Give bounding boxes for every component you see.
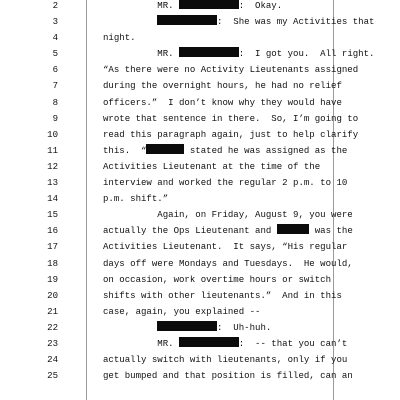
line-number: 18: [47, 257, 58, 269]
line-number: 7: [52, 80, 58, 92]
line-number: 23: [47, 337, 58, 349]
text-segment: Again, on Friday, August 9, you were: [103, 209, 353, 221]
text-segment: officers.” I don’t know why they would have: [103, 96, 342, 108]
text-segment: : Uh-huh.: [217, 321, 272, 333]
redaction-bar: [179, 337, 239, 347]
line-text: [103, 368, 353, 384]
line-text: [103, 78, 342, 94]
transcript-line: [0, 30, 400, 46]
line-number: 24: [47, 354, 58, 366]
line-number: 16: [47, 225, 58, 237]
line-text: [103, 0, 282, 14]
line-number: 5: [52, 48, 58, 60]
redaction-bar: [146, 144, 184, 154]
line-text: [103, 336, 347, 352]
transcript-line: [0, 127, 400, 143]
transcript-line: [0, 14, 400, 30]
line-text: [103, 191, 168, 207]
redaction-bar: [179, 0, 239, 9]
line-text: [103, 143, 347, 159]
text-segment: actually the Ops Lieutenant and: [103, 225, 277, 237]
text-segment: stated he was assigned as the: [184, 144, 348, 156]
redaction-bar: [157, 321, 217, 331]
text-segment: during the overnight hours, he had no relief: [103, 80, 342, 92]
redaction-bar: [277, 224, 310, 234]
text-segment: MR.: [103, 337, 180, 349]
transcript-line: [0, 78, 400, 94]
line-number: 10: [47, 128, 58, 140]
text-segment: [103, 16, 157, 27]
text-segment: night.: [103, 32, 136, 44]
text-segment: Activities Lieutenant. It says, “His regular: [103, 241, 348, 253]
line-text: [103, 207, 353, 223]
line-number: 22: [47, 321, 58, 333]
line-number: 13: [47, 177, 58, 189]
line-text: [103, 62, 358, 78]
line-text: [103, 320, 271, 336]
line-number: 20: [47, 289, 58, 301]
text-segment: wrote that sentence in there. So, I’m going to: [103, 112, 359, 124]
text-segment: : I got you. All right.: [238, 48, 375, 60]
redaction-bar: [157, 15, 217, 25]
text-segment: this. “: [103, 144, 147, 156]
transcript-line: [0, 191, 400, 207]
transcript-line: [0, 256, 400, 272]
transcript-line: [0, 239, 400, 255]
text-segment: MR.: [103, 48, 180, 60]
transcript-line: [0, 62, 400, 78]
transcript-line: [0, 320, 400, 336]
line-number: 17: [47, 241, 58, 253]
text-segment: Activities Lieutenant at the time of the: [103, 160, 321, 172]
transcript-line: [0, 159, 400, 175]
line-text: [103, 14, 374, 30]
text-segment: get bumped and that position is filled, can an: [103, 370, 353, 382]
line-number: 19: [47, 273, 58, 285]
text-segment: was the: [309, 225, 353, 237]
transcript-line: [0, 46, 400, 62]
text-segment: p.m. shift.”: [103, 193, 169, 205]
text-segment: read this paragraph again, just to help clarify: [103, 128, 359, 140]
text-segment: “As there were no Activity Lieutenants assigned: [103, 64, 359, 76]
line-number: 25: [47, 370, 58, 382]
line-text: [103, 223, 353, 239]
transcript-line: [0, 223, 400, 239]
transcript-line: [0, 352, 400, 368]
line-number: 9: [52, 112, 58, 124]
line-number: 3: [52, 16, 58, 28]
transcript-line: [0, 0, 400, 14]
line-text: [103, 288, 342, 304]
transcript-line: [0, 368, 400, 384]
line-text: [103, 111, 358, 127]
transcript-line: [0, 111, 400, 127]
line-text: [103, 159, 320, 175]
line-text: [103, 352, 347, 368]
transcript-line: [0, 336, 400, 352]
text-segment: : -- that you can’t: [238, 337, 348, 349]
transcript-line: [0, 207, 400, 223]
line-number: 8: [52, 96, 58, 108]
transcript-line: [0, 175, 400, 191]
text-segment: days off were Mondays and Tuesdays. He would,: [103, 257, 353, 269]
line-number: 2: [52, 0, 58, 11]
line-text: [103, 95, 342, 111]
line-text: [103, 30, 136, 46]
transcript-line: [0, 95, 400, 111]
text-segment: MR.: [103, 0, 180, 11]
line-number: 6: [52, 64, 58, 76]
line-text: [103, 175, 347, 191]
text-segment: on occasion, work overtime hours or switch: [103, 273, 332, 285]
line-text: [103, 304, 260, 320]
transcript-line: [0, 272, 400, 288]
redaction-bar: [179, 47, 239, 57]
line-number: 15: [47, 209, 58, 221]
text-segment: case, again, you explained --: [103, 305, 261, 317]
line-text: [103, 272, 331, 288]
line-number: 11: [47, 144, 58, 156]
text-segment: [103, 322, 157, 333]
transcript-line: [0, 304, 400, 320]
line-text: [103, 256, 353, 272]
text-segment: : Okay.: [238, 0, 283, 11]
line-number: 4: [52, 32, 58, 44]
text-segment: interview and worked the regular 2 p.m. to 10: [103, 177, 348, 189]
line-number: 14: [47, 193, 58, 205]
transcript-line: [0, 143, 400, 159]
text-segment: actually switch with lieutenants, only if you: [103, 354, 348, 366]
line-number: 21: [47, 305, 58, 317]
text-segment: : She was my Activities that: [217, 16, 375, 28]
line-text: [103, 46, 374, 62]
text-segment: shifts with other lieutenants.” And in this: [103, 289, 342, 301]
line-number: 12: [47, 160, 58, 172]
transcript-line: [0, 288, 400, 304]
line-text: [103, 239, 347, 255]
line-text: [103, 127, 358, 143]
